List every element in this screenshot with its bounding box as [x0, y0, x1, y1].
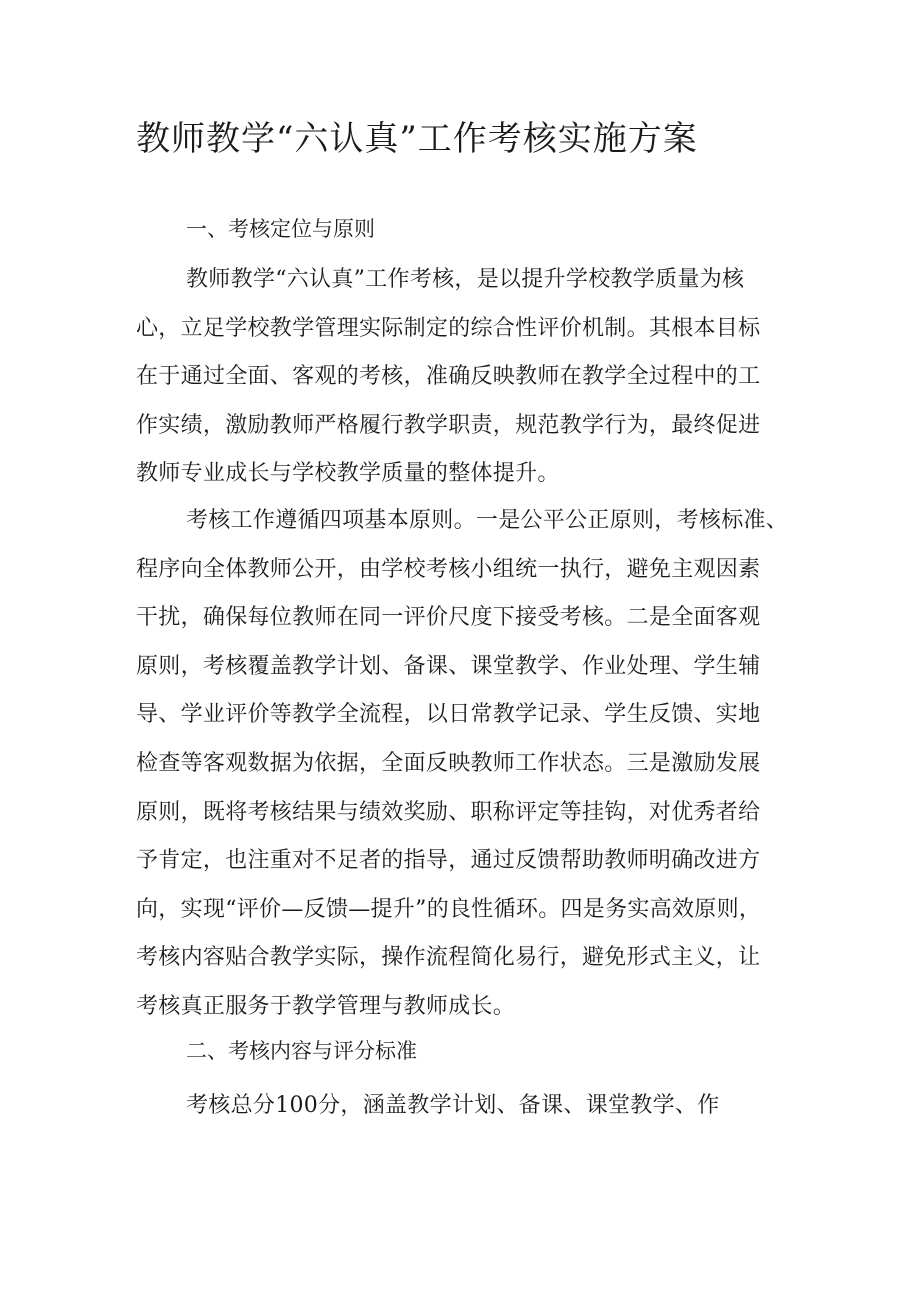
paragraph-line: 作实绩，激励教师严格履行教学职责，规范教学行为，最终促进	[136, 412, 761, 438]
paragraph-line: 心，立足学校教学管理实际制定的综合性评价机制。其根本目标	[136, 315, 761, 341]
paragraph-line: 原则，既将考核结果与绩效奖励、职称评定等挂钩，对优秀者给	[136, 799, 761, 825]
paragraph-line: 教师专业成长与学校教学质量的整体提升。	[136, 461, 560, 487]
paragraph-principles	[136, 497, 788, 1032]
paragraph-line: 原则，考核覆盖教学计划、备课、课堂教学、作业处理、学生辅	[136, 653, 761, 679]
paragraph-line: 程序向全体教师公开，由学校考核小组统一执行，避免主观因素	[136, 556, 761, 582]
section-heading-1: 一、考核定位与原则	[186, 217, 375, 241]
paragraph-line: 考核真正服务于教学管理与教师成长。	[136, 993, 516, 1019]
paragraph-line: 予肯定，也注重对不足者的指导，通过反馈帮助教师明确改进方	[136, 848, 761, 874]
paragraph-line: 考核内容贴合教学实际，操作流程简化易行，避免形式主义，让	[136, 945, 761, 971]
paragraph-line: 检查等客观数据为依据，全面反映教师工作状态。三是激励发展	[136, 750, 761, 776]
paragraph-positioning	[136, 256, 760, 499]
paragraph-line: 向，实现“评价—反馈—提升”的良性循环。四是务实高效原则，	[136, 896, 762, 922]
paragraph-line: 考核工作遵循四项基本原则。一是公平公正原则，考核标准、	[186, 508, 789, 533]
paragraph-line: 干扰，确保每位教师在同一评价尺度下接受考核。二是全面客观	[136, 605, 761, 631]
paragraph-line: 教师教学“六认真”工作考核，是以提升学校教学质量为核	[186, 267, 745, 292]
paragraph-scoring	[136, 1082, 720, 1131]
paragraph-line: 考核总分100分，涵盖教学计划、备课、课堂教学、作	[186, 1093, 720, 1118]
paragraph-line: 在于通过全面、客观的考核，准确反映教师在教学全过程中的工	[136, 364, 761, 390]
document-title: 教师教学“六认真”工作考核实施方案	[136, 119, 698, 159]
paragraph-line: 导、学业评价等教学全流程，以日常教学记录、学生反馈、实地	[136, 702, 761, 728]
section-heading-2: 二、考核内容与评分标准	[186, 1039, 417, 1063]
